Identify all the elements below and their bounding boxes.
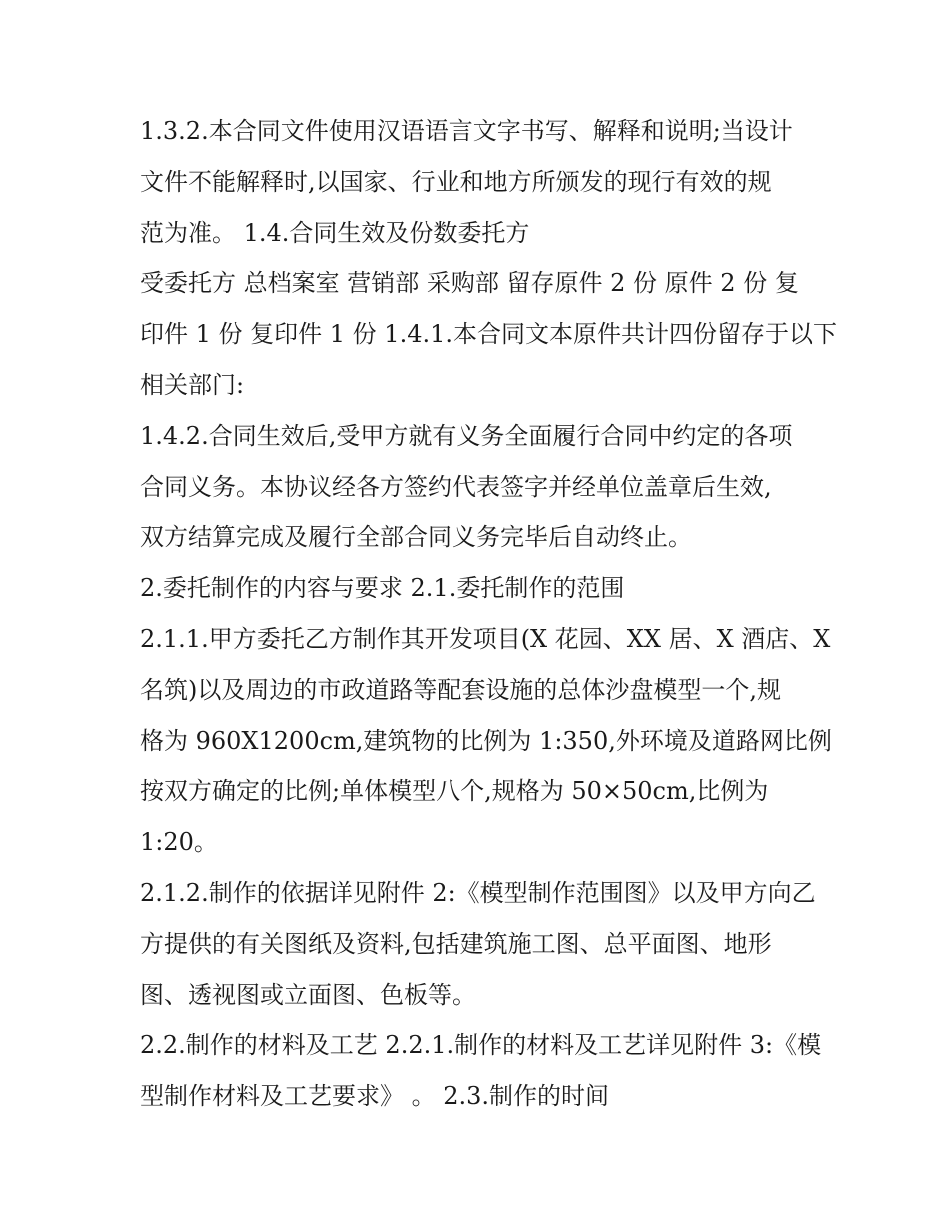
text-line: 相关部门: [140, 370, 245, 399]
text-line: 2.1.2.制作的依据详见附件 2:《模型制作范围图》以及甲方向乙 [140, 878, 816, 907]
text-line: 2.委托制作的内容与要求 2.1.委托制作的范围 [140, 574, 625, 603]
text-line: 文件不能解释时,以国家、行业和地方所颁发的现行有效的规 [140, 167, 772, 196]
text-line: 1.4.2.合同生效后,受甲方就有义务全面履行合同中约定的各项 [140, 421, 793, 450]
text-line: 范为准。 1.4.合同生效及份数委托方 [140, 218, 530, 247]
document-body [140, 106, 838, 1122]
text-line: 2.2.制作的材料及工艺 2.2.1.制作的材料及工艺详见附件 3:《模 [140, 1031, 822, 1060]
text-line: 受委托方 总档案室 营销部 采购部 留存原件 2 份 原件 2 份 复 [140, 269, 799, 298]
text-line: 格为 960X1200cm,建筑物的比例为 1:350,外环境及道路网比例 [140, 726, 832, 755]
text-line: 印件 1 份 复印件 1 份 1.4.1.本合同文本原件共计四份留存于以下 [140, 320, 838, 349]
text-line: 图、透视图或立面图、色板等。 [140, 980, 476, 1009]
text-line: 按双方确定的比例;单体模型八个,规格为 50×50cm,比例为 [140, 777, 769, 806]
text-line: 双方结算完成及履行全部合同义务完毕后自动终止。 [140, 523, 692, 552]
text-line: 1:20。 [140, 828, 218, 857]
text-line: 合同义务。本协议经各方签约代表签字并经单位盖章后生效, [140, 472, 772, 501]
text-line: 名筑)以及周边的市政道路等配套设施的总体沙盘模型一个,规 [140, 675, 781, 704]
text-line: 1.3.2.本合同文件使用汉语语言文字书写、解释和说明;当设计 [140, 117, 793, 145]
text-line: 2.1.1.甲方委托乙方制作其开发项目(X 花园、XX 居、X 酒店、X [140, 624, 831, 653]
text-line: 方提供的有关图纸及资料,包括建筑施工图、总平面图、地形 [140, 929, 772, 958]
text-line: 型制作材料及工艺要求》 。 2.3.制作的时间 [140, 1082, 610, 1111]
